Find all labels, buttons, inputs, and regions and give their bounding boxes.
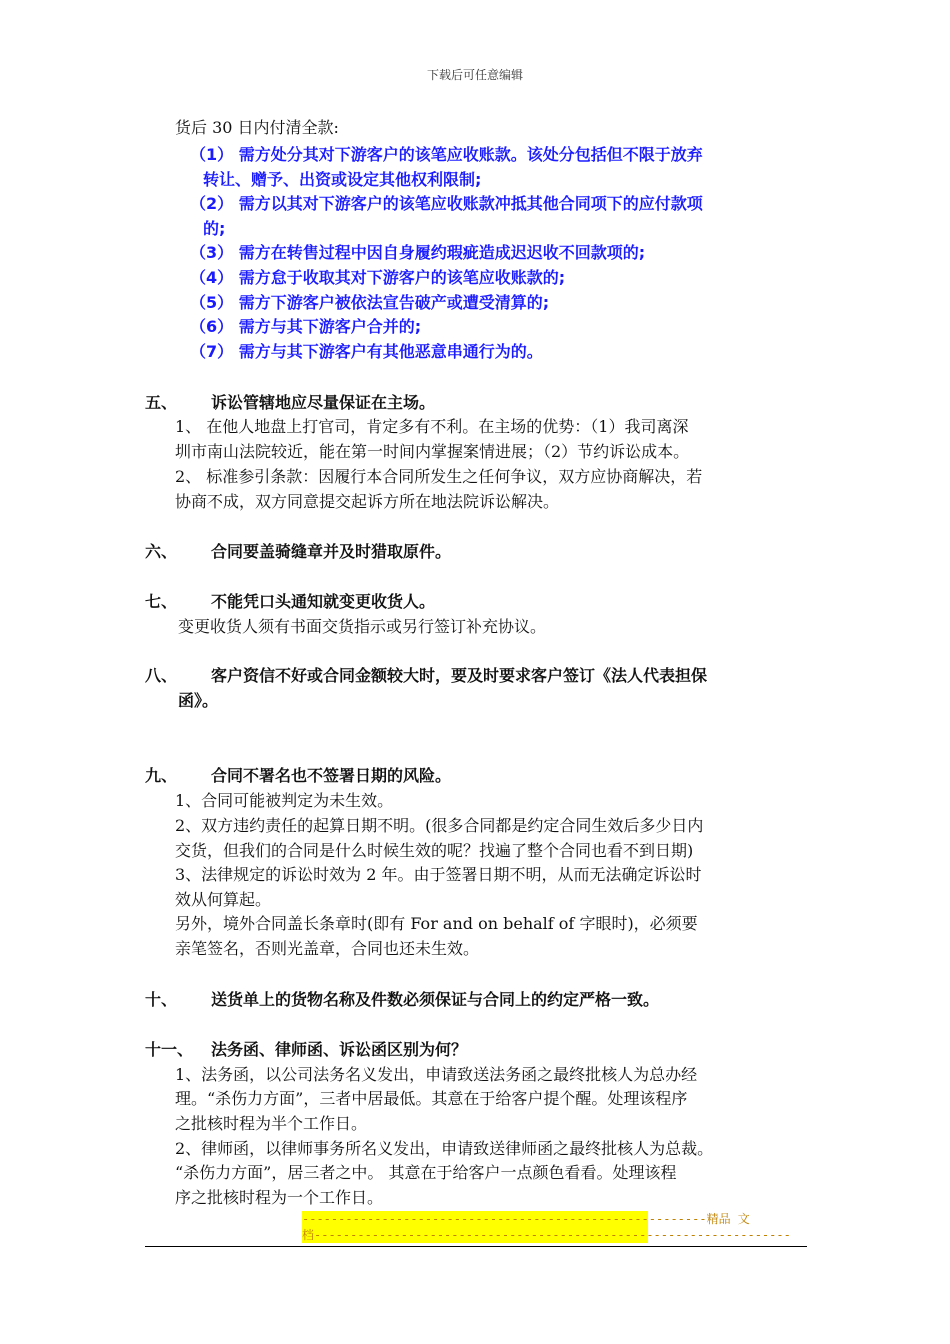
text-line: （3） 需方在转售过程中因自身履约瑕疵造成迟迟收不回款项的; <box>190 243 646 262</box>
section-title: 客户资信不好或合同金额较大时，要及时要求客户签订《法人代表担保 <box>211 666 708 685</box>
text-line: 2、 标准参引条款：因履行本合同所发生之任何争议，双方应协商解决，若 <box>175 467 703 486</box>
text-line: 协商不成，双方同意提交起诉方所在地法院诉讼解决。 <box>175 492 560 511</box>
text-line: （4） 需方怠于收取其对下游客户的该笔应收账款的; <box>190 268 566 287</box>
section-heading <box>145 990 659 1010</box>
section-heading <box>145 666 707 686</box>
text-line: 2、律师函，以律师事务所名义发出，申请致送律师函之最终批核人为总裁。 <box>175 1139 714 1158</box>
footer-rule <box>145 1246 807 1247</box>
section-heading <box>145 592 435 612</box>
section-number: 九、 <box>145 766 178 785</box>
section-heading <box>145 542 451 562</box>
text-line: （6） 需方与其下游客户合并的; <box>190 317 422 336</box>
text-line: （2） 需方以其对下游客户的该笔应收账款冲抵其他合同项下的应付款项 <box>190 194 703 213</box>
text-line: 圳市南山法院较近，能在第一时间内掌握案情进展；（2）节约诉讼成本。 <box>175 442 690 461</box>
text-line: 2、双方违约责任的起算日期不明。(很多合同都是约定合同生效后多少日内 <box>175 816 704 835</box>
page-header: 下载后可任意编辑 <box>426 68 523 82</box>
text-line: （1） 需方处分其对下游客户的该笔应收账款。该处分包括但不限于放弃 <box>190 145 703 164</box>
text-line: 1、 在他人地盘上打官司，肯定多有不利。在主场的优势：（1）我司离深 <box>175 417 689 436</box>
text-line: 货后 30 日内付清全款: <box>175 118 339 137</box>
text-line: 1、合同可能被判定为未生效。 <box>175 791 394 810</box>
text-line: 的; <box>203 219 226 238</box>
text-line: 函》。 <box>178 691 219 710</box>
text-line: 理。“杀伤力方面”，三者中居最低。其意在于给客户提个醒。处理该程序 <box>175 1089 688 1108</box>
text-line: 之批核时程为半个工作日。 <box>175 1114 368 1133</box>
section-number: 五、 <box>145 393 178 412</box>
section-number: 七、 <box>145 592 178 611</box>
text-line: 变更收货人须有书面交货指示或另行签订补充协议。 <box>178 617 547 636</box>
footer-line-2: 档------------------------------------------------------------------ <box>302 1228 791 1242</box>
text-line: 转让、赠予、出资或设定其他权利限制; <box>203 170 482 189</box>
footer-line-1: --------------------------------------------------------精品 文 <box>302 1212 750 1226</box>
text-line: 1、法务函，以公司法务名义发出，申请致送法务函之最终批核人为总办经 <box>175 1065 698 1084</box>
section-number: 十一、 <box>145 1040 194 1059</box>
text-line: 序之批核时程为一个工作日。 <box>175 1188 384 1207</box>
footer-watermark <box>302 1211 791 1243</box>
section-title: 合同要盖骑缝章并及时猎取原件。 <box>211 542 452 561</box>
section-heading <box>145 1040 467 1060</box>
section-title: 诉讼管辖地应尽量保证在主场。 <box>211 393 436 412</box>
section-title: 送货单上的货物名称及件数必须保证与合同上的约定严格一致。 <box>211 990 660 1009</box>
section-number: 六、 <box>145 542 178 561</box>
section-number: 十、 <box>145 990 178 1009</box>
section-heading <box>145 766 451 786</box>
section-title: 法务函、律师函、诉讼函区别为何？ <box>211 1040 468 1059</box>
section-heading <box>145 393 435 413</box>
text-line: “杀伤力方面”，居三者之中。 其意在于给客户一点颜色看看。处理该程 <box>175 1163 677 1182</box>
text-line: （5） 需方下游客户被依法宣告破产或遭受清算的; <box>190 293 550 312</box>
text-line: 3、法律规定的诉讼时效为 2 年。由于签署日期不明，从而无法确定诉讼时 <box>175 865 702 884</box>
text-line: 另外，境外合同盖长条章时(即有 For and on behalf of 字眼时)，必须要 <box>175 914 698 933</box>
section-title: 不能凭口头通知就变更收货人。 <box>211 592 436 611</box>
section-number: 八、 <box>145 666 178 685</box>
text-line: 效从何算起。 <box>175 890 272 909</box>
section-title: 合同不署名也不签署日期的风险。 <box>211 766 452 785</box>
text-line: 交货，但我们的合同是什么时候生效的呢？找遍了整个合同也看不到日期) <box>175 841 694 860</box>
text-line: 亲笔签名，否则光盖章，合同也还未生效。 <box>175 939 480 958</box>
text-line: （7） 需方与其下游客户有其他恶意串通行为的。 <box>190 342 543 361</box>
